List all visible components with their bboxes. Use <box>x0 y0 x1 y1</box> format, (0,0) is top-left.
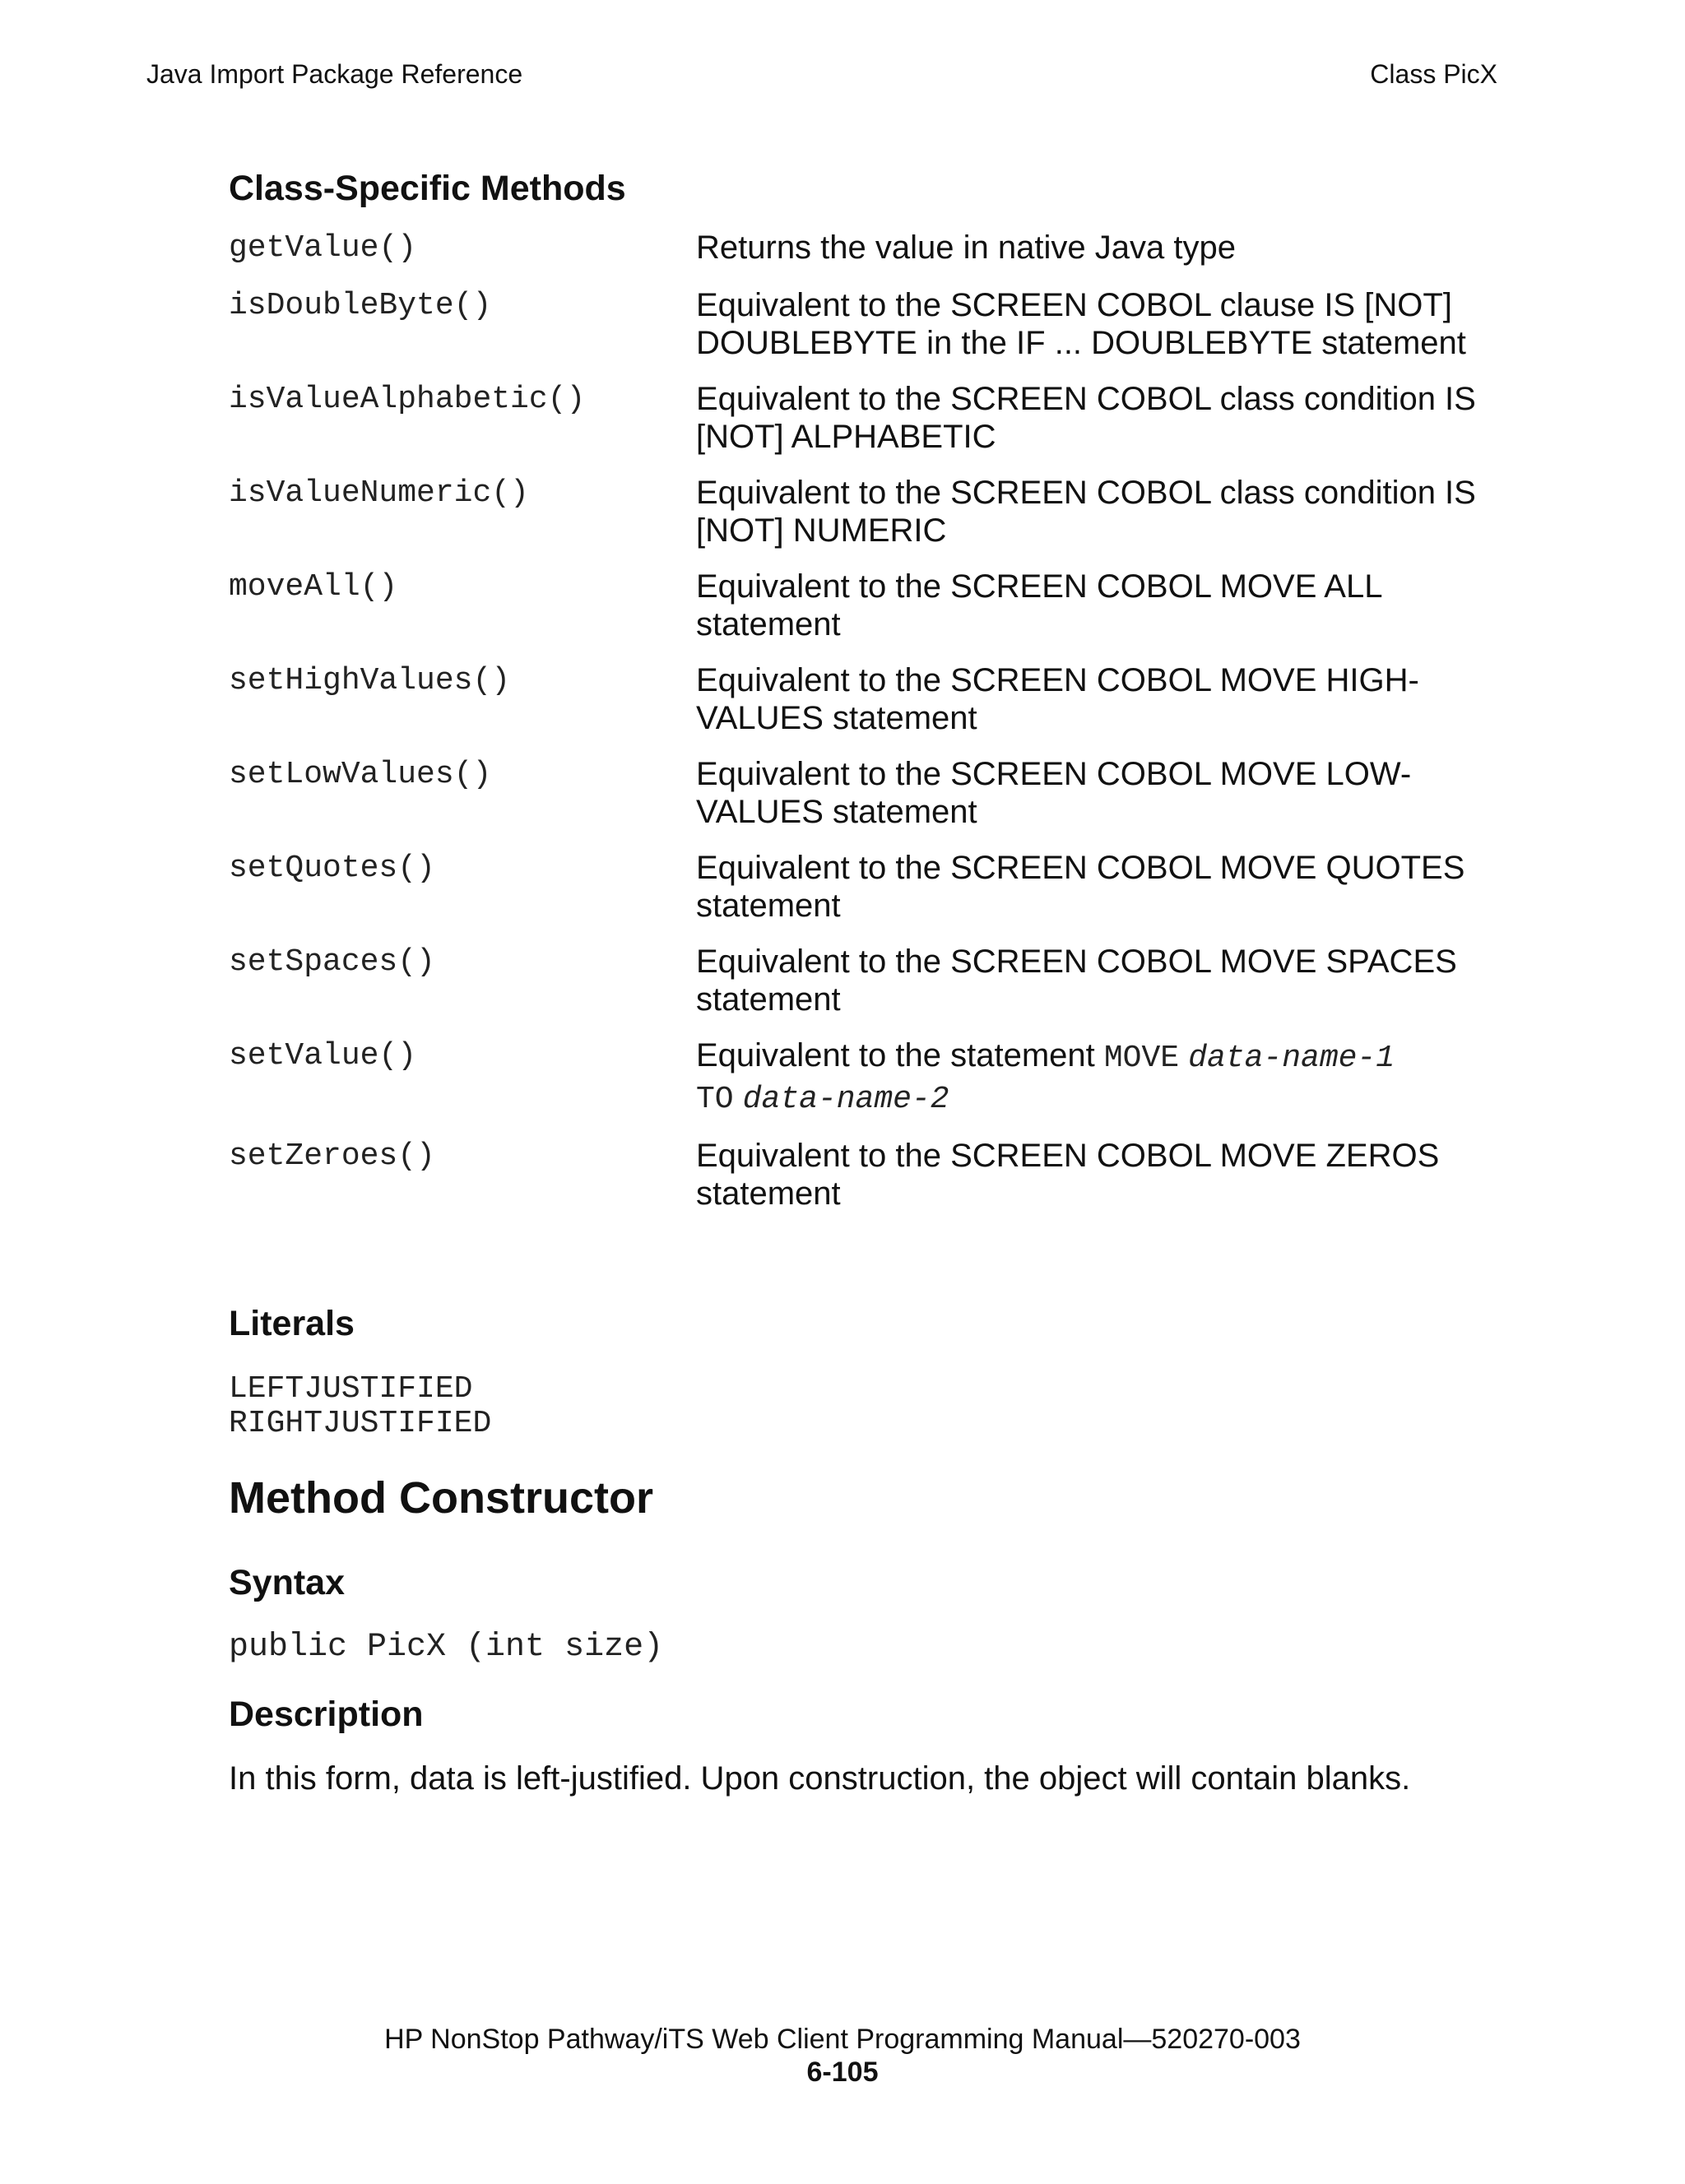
method-row <box>229 380 1479 456</box>
literals-heading: Literals <box>229 1304 355 1343</box>
desc-prefix: Equivalent to the statement <box>696 1037 1104 1073</box>
method-row <box>229 474 1479 549</box>
method-name: isValueNumeric() <box>229 475 529 511</box>
method-row <box>229 1137 1479 1213</box>
method-description: Equivalent to the SCREEN COBOL class condition IS [NOT] ALPHABETIC <box>696 381 1476 455</box>
method-name: setQuotes() <box>229 851 435 886</box>
description-heading: Description <box>229 1695 424 1734</box>
method-row <box>229 286 1479 362</box>
method-row <box>229 849 1479 925</box>
method-name: setZeroes() <box>229 1138 435 1174</box>
method-description: Equivalent to the SCREEN COBOL MOVE SPACES statement <box>696 944 1457 1018</box>
footer-page-number: 6-105 <box>806 2056 879 2088</box>
literals-list <box>229 1372 491 1441</box>
code-arg-2: data-name-2 <box>742 1082 949 1117</box>
method-row <box>229 1036 1479 1119</box>
footer-manual-title: HP NonStop Pathway/iTS Web Client Programming Manual—520270-003 <box>384 2024 1301 2055</box>
method-description: Equivalent to the SCREEN COBOL MOVE QUOTES statement <box>696 850 1465 924</box>
method-name: setHighValues() <box>229 663 511 698</box>
description-text: In this form, data is left-justified. Upon construction, the object will contain blanks. <box>229 1760 1411 1797</box>
method-description: Returns the value in native Java type <box>696 230 1236 266</box>
literal-item: RIGHTJUSTIFIED <box>229 1406 492 1441</box>
method-description: Equivalent to the SCREEN COBOL MOVE ZEROS statement <box>696 1138 1440 1212</box>
syntax-heading: Syntax <box>229 1563 346 1602</box>
method-row <box>229 661 1479 737</box>
code-keyword-move: MOVE <box>1103 1041 1180 1076</box>
method-row <box>229 229 1479 268</box>
methods-heading: Class-Specific Methods <box>229 169 626 208</box>
running-header-right: Class PicX <box>1370 59 1497 89</box>
code-arg-1: data-name-1 <box>1188 1041 1395 1076</box>
method-name: setValue() <box>229 1038 417 1073</box>
literal-item: LEFTJUSTIFIED <box>229 1371 473 1407</box>
method-description: Equivalent to the SCREEN COBOL MOVE HIGH-VALUES statement <box>696 662 1419 736</box>
method-name: isDoubleByte() <box>229 288 492 323</box>
method-row <box>229 755 1479 831</box>
syntax-code: public PicX (int size) <box>229 1629 664 1666</box>
code-keyword-to: TO <box>696 1082 734 1117</box>
running-header-left: Java Import Package Reference <box>146 59 523 89</box>
method-description: Equivalent to the SCREEN COBOL clause IS [NOT] DOUBLEBYTE in the IF ... DOUBLEBYTE statement <box>696 287 1466 361</box>
method-name: getValue() <box>229 230 417 266</box>
method-name: setSpaces() <box>229 944 435 980</box>
methods-table <box>229 229 1479 1231</box>
method-description <box>696 1036 1479 1119</box>
method-name: isValueAlphabetic() <box>229 382 586 417</box>
constructor-heading: Method Constructor <box>229 1473 653 1523</box>
method-description: Equivalent to the SCREEN COBOL MOVE ALL statement <box>696 568 1381 642</box>
method-row <box>229 568 1479 643</box>
method-name: moveAll() <box>229 569 398 605</box>
method-description: Equivalent to the SCREEN COBOL class condition IS [NOT] NUMERIC <box>696 475 1476 549</box>
method-name: setLowValues() <box>229 757 492 792</box>
method-description: Equivalent to the SCREEN COBOL MOVE LOW-VALUES statement <box>696 756 1412 830</box>
method-row <box>229 943 1479 1018</box>
